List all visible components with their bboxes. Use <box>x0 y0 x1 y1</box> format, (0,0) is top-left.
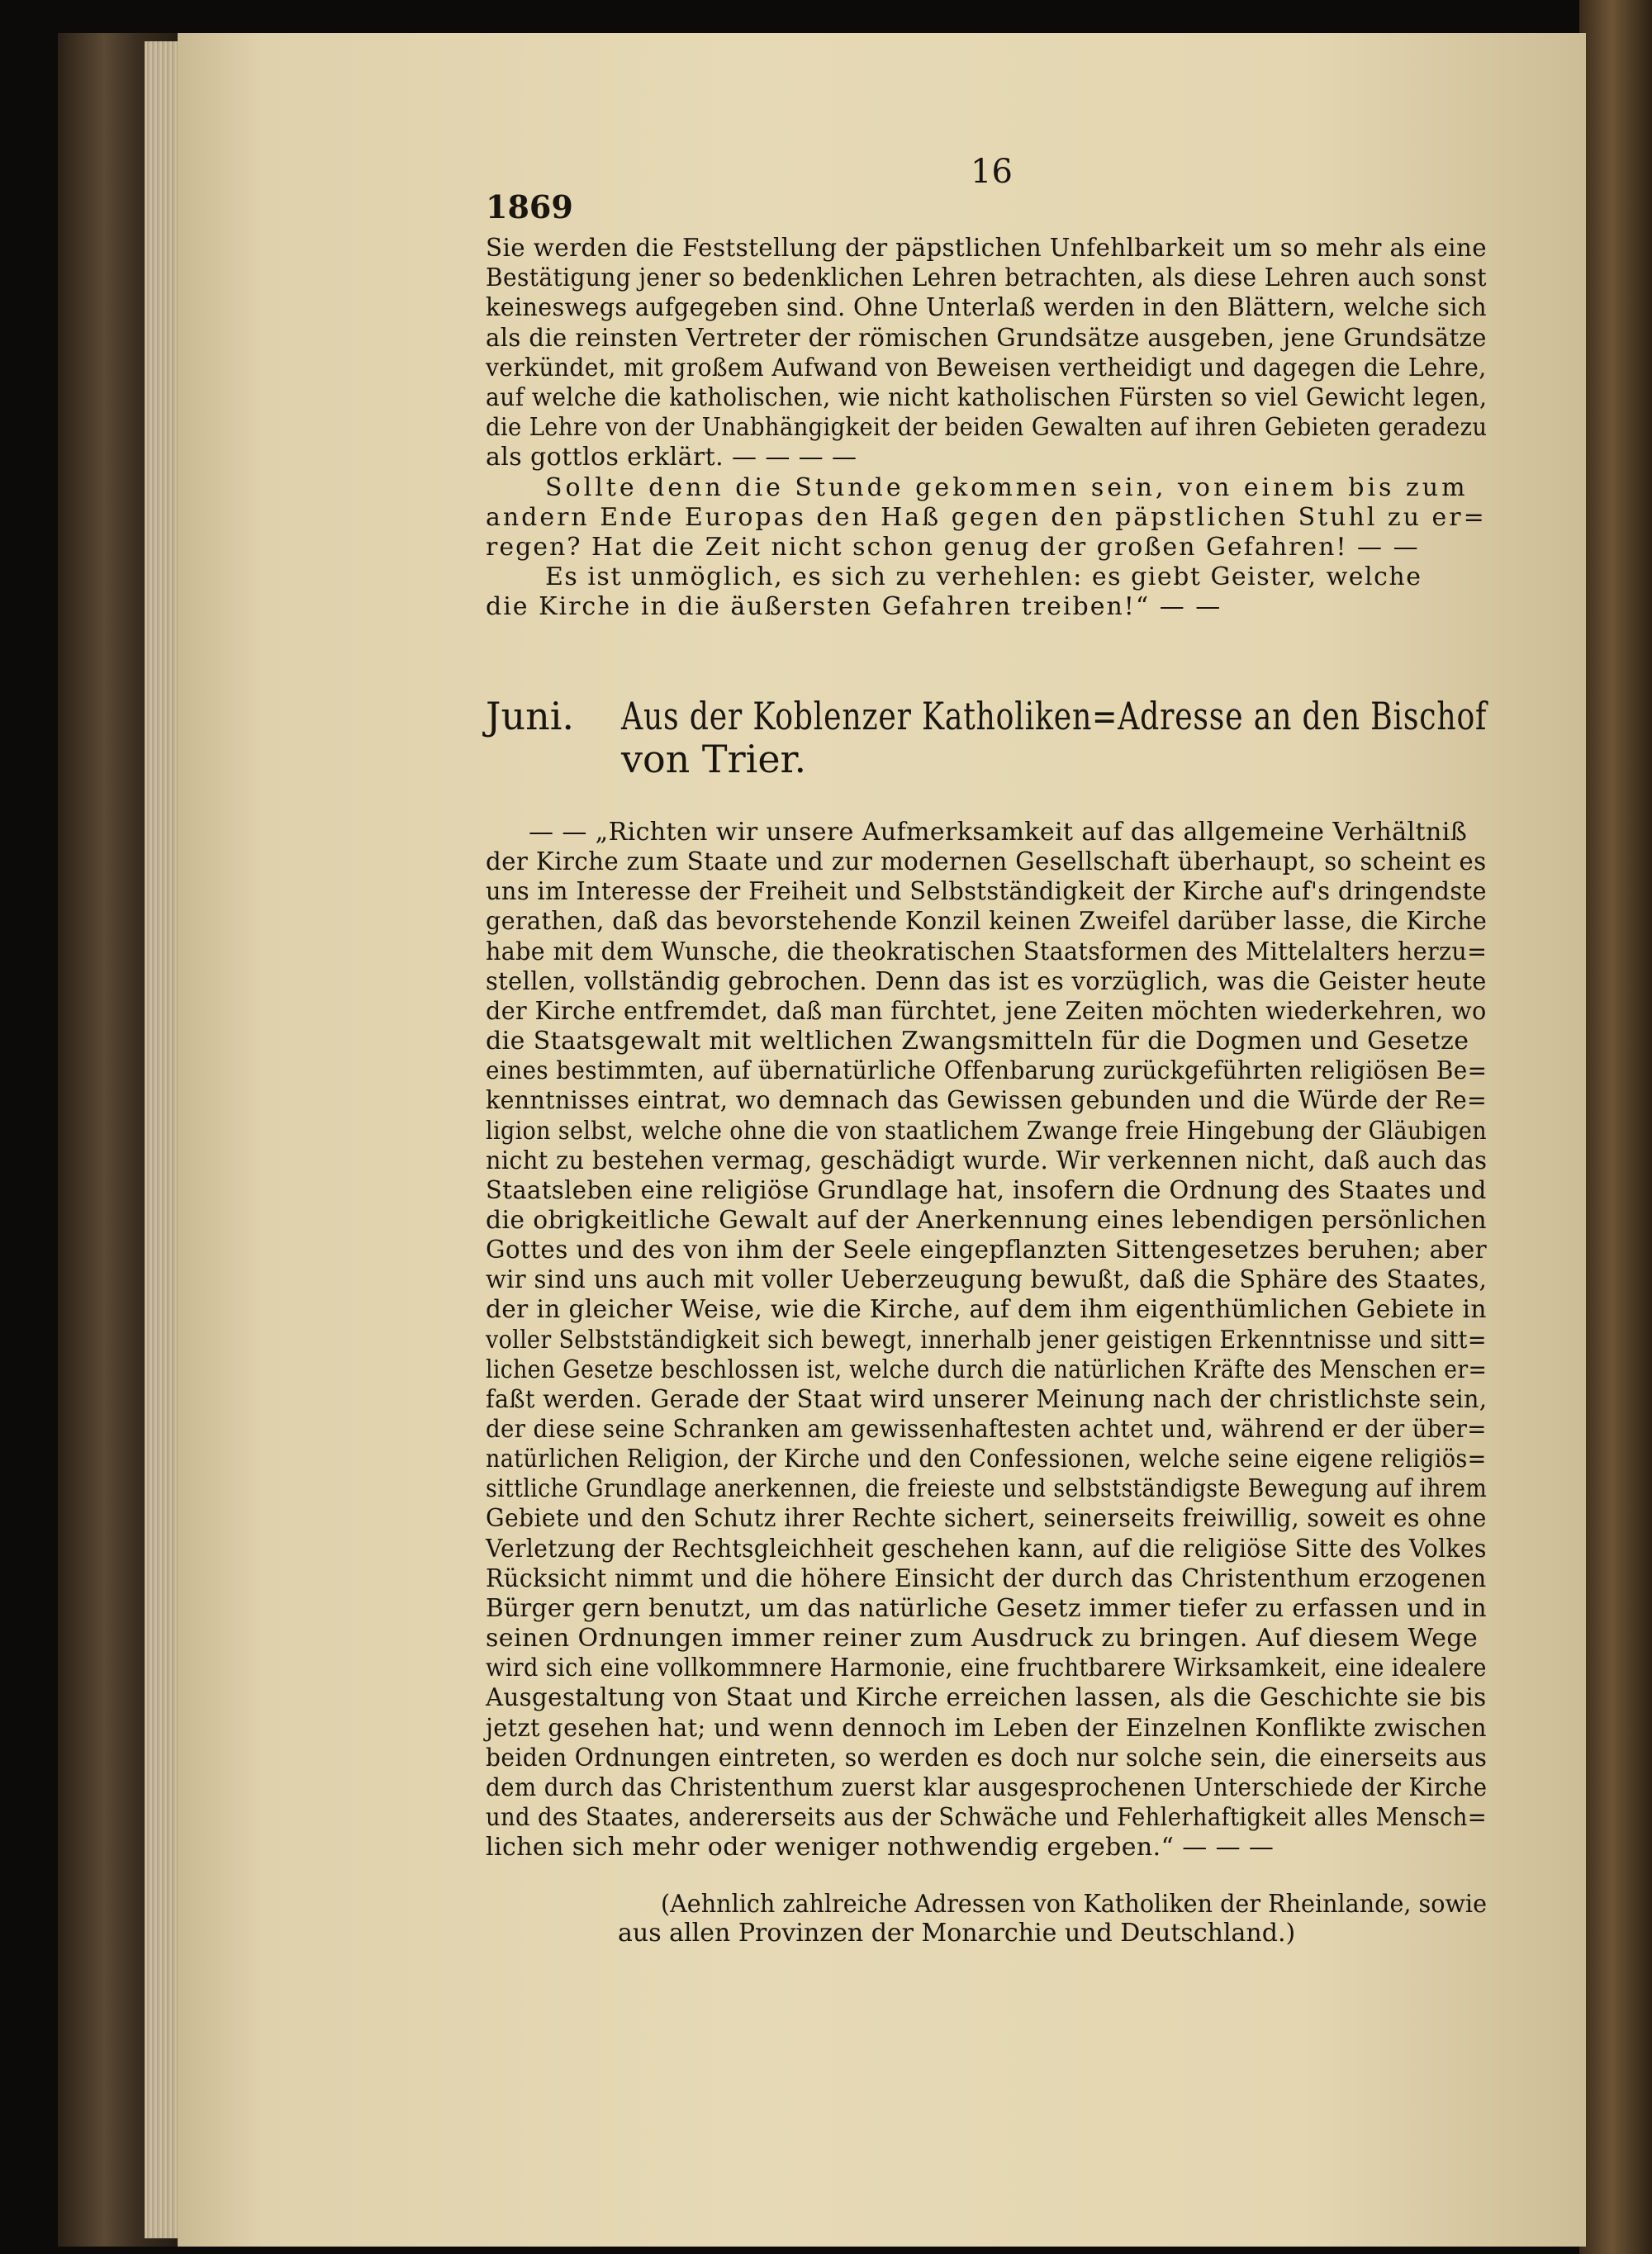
text-line: eines bestimmten, auf übernatürliche Offenbarung zurückgeführten religiösen Be= <box>486 1056 1488 1086</box>
section-2-title-line-2: von Trier. <box>621 737 807 781</box>
text-line: wird sich eine vollkommnere Harmonie, eine fruchtbarere Wirksamkeit, eine idealere <box>486 1654 1487 1683</box>
text-line: regen? Hat die Zeit nicht schon genug der großen Gefahren! — — <box>486 533 1420 562</box>
text-line: voller Selbstständigkeit sich bewegt, innerhalb jener geistigen Erkenntnisse und sitt= <box>486 1325 1487 1355</box>
text-line: Bürger gern benutzt, um das natürliche Gesetz immer tiefer zu erfassen und in <box>486 1593 1487 1623</box>
text-line: natürlichen Religion, der Kirche und den Confessionen, welche seine eigene religiös= <box>486 1445 1487 1474</box>
text-line: als die reinsten Vertreter der römischen Grundsätze ausgeben, jene Grundsätze <box>486 323 1487 353</box>
text-line: der Kirche zum Staate und zur modernen Gesellschaft überhaupt, so scheint es <box>486 847 1487 877</box>
text-line: seinen Ordnungen immer reiner zum Ausdruck zu bringen. Auf diesem Wege <box>486 1624 1479 1654</box>
text-line: faßt werden. Gerade der Staat wird unserer Meinung nach der christlichste sein, <box>486 1384 1488 1414</box>
text-line: die Kirche in die äußersten Gefahren treiben!“ — — <box>486 592 1222 622</box>
text-line: die Staatsgewalt mit weltlichen Zwangsmitteln für die Dogmen und Gesetze <box>486 1027 1469 1056</box>
footnote-line-1: (Aehnlich zahlreiche Adressen von Katholiken der Rheinlande, sowie <box>661 1890 1488 1919</box>
year-label: 1869 <box>486 188 573 225</box>
text-line: Gebiete und den Schutz ihrer Rechte sichert, seinerseits freiwillig, soweit es ohne <box>486 1504 1487 1534</box>
text-line: Sie werden die Feststellung der päpstlichen Unfehlbarkeit um so mehr als eine <box>486 234 1488 263</box>
footnote-line-2: aus allen Provinzen der Monarchie und Deutschland.) <box>618 1919 1296 1948</box>
text-line: dem durch das Christenthum zuerst klar ausgesprochenen Unterschiede der Kirche <box>486 1772 1488 1802</box>
text-line: Es ist unmöglich, es sich zu verhehlen: es giebt Geister, welche <box>545 562 1422 592</box>
text-line: Rücksicht nimmt und die höhere Einsicht der durch das Christenthum erzogenen <box>486 1564 1487 1593</box>
text-line: jetzt gesehen hat; und wenn dennoch im Leben der Einzelnen Konflikte zwischen <box>486 1713 1487 1743</box>
section-2-title-line-1: Aus der Koblenzer Katholiken=Adresse an den Bischof <box>621 694 1488 738</box>
text-line: der diese seine Schranken am gewissenhaftesten achtet und, während er der über= <box>486 1415 1487 1444</box>
book-cover-right <box>1579 0 1652 2254</box>
text-line: gerathen, daß das bevorstehende Konzil keinen Zweifel darüber lasse, die Kirche <box>486 907 1488 937</box>
text-line: die obrigkeitliche Gewalt auf der Anerkennung eines lebendigen persönlichen <box>486 1205 1487 1235</box>
text-line: auf welche die katholischen, wie nicht katholischen Fürsten so viel Gewicht legen, <box>486 383 1488 412</box>
text-line: lichen Gesetze beschlossen ist, welche durch die natürlichen Kräfte des Menschen er= <box>486 1355 1488 1384</box>
text-line: der Kirche entfremdet, daß man fürchtet, jene Zeiten möchten wiederkehren, wo <box>486 996 1487 1026</box>
text-line: andern Ende Europas den Haß gegen den päpstlichen Stuhl zu er= <box>486 502 1487 532</box>
text-line: lichen sich mehr oder weniger nothwendig ergeben.“ — — — <box>486 1833 1275 1863</box>
page-number: 16 <box>971 153 1013 191</box>
text-line: stellen, vollständig gebrochen. Denn das ist es vorzüglich, was die Geister heute <box>486 966 1487 996</box>
text-line: ligion selbst, welche ohne die von staatlichem Zwange freie Hingebung der Gläubigen <box>486 1116 1487 1146</box>
text-line: — — „Richten wir unsere Aufmerksamkeit auf das allgemeine Verhältniß <box>529 818 1468 847</box>
text-line: Staatsleben eine religiöse Grundlage hat, insofern die Ordnung des Staates und <box>486 1175 1487 1205</box>
section-2-month: Juni. <box>486 694 575 738</box>
text-line: verkündet, mit großem Aufwand von Beweisen vertheidigt und dagegen die Lehre, <box>486 353 1487 382</box>
text-line: als gottlos erklärt. — — — — <box>486 443 857 472</box>
text-line: sittliche Grundlage anerkennen, die freieste und selbstständigste Bewegung auf ihrem <box>486 1474 1488 1504</box>
text-line: die Lehre von der Unabhängigkeit der beiden Gewalten auf ihren Gebieten geradezu <box>486 413 1488 443</box>
text-line: und des Staates, andererseits aus der Schwäche und Fehlerhaftigkeit alles Mensch= <box>486 1802 1488 1832</box>
text-line: beiden Ordnungen eintreten, so werden es doch nur solche sein, die einerseits aus <box>486 1743 1488 1772</box>
text-line: der in gleicher Weise, wie die Kirche, auf dem ihm eigenthümlichen Gebiete in <box>486 1295 1487 1325</box>
text-line: Gottes und des von ihm der Seele eingepflanzten Sittengesetzes beruhen; aber <box>486 1236 1488 1265</box>
text-line: kenntnisses eintrat, wo demnach das Gewissen gebunden und die Würde der Re= <box>486 1086 1488 1116</box>
text-line: nicht zu bestehen vermag, geschädigt wurde. Wir verkennen nicht, daß auch das <box>486 1146 1488 1175</box>
text-line: keineswegs aufgegeben sind. Ohne Unterlaß werden in den Blättern, welche sich <box>486 293 1487 323</box>
text-line: Bestätigung jener so bedenklichen Lehren betrachten, als diese Lehren auch sonst <box>486 263 1487 293</box>
text-line: Sollte denn die Stunde gekommen sein, von einem bis zum <box>545 472 1469 502</box>
text-line: habe mit dem Wunsche, die theokratischen Staatsformen des Mittelalters herzu= <box>486 937 1488 966</box>
text-line: Verletzung der Rechtsgleichheit geschehen kann, auf die religiöse Sitte des Volkes <box>486 1534 1487 1564</box>
text-line: uns im Interesse der Freiheit und Selbstständigkeit der Kirche auf's dringendste <box>486 877 1487 907</box>
text-line: wir sind uns auch mit voller Ueberzeugung bewußt, daß die Sphäre des Staates, <box>486 1265 1488 1295</box>
text-line: Ausgestaltung von Staat und Kirche erreichen lassen, als die Geschichte sie bis <box>486 1683 1487 1713</box>
